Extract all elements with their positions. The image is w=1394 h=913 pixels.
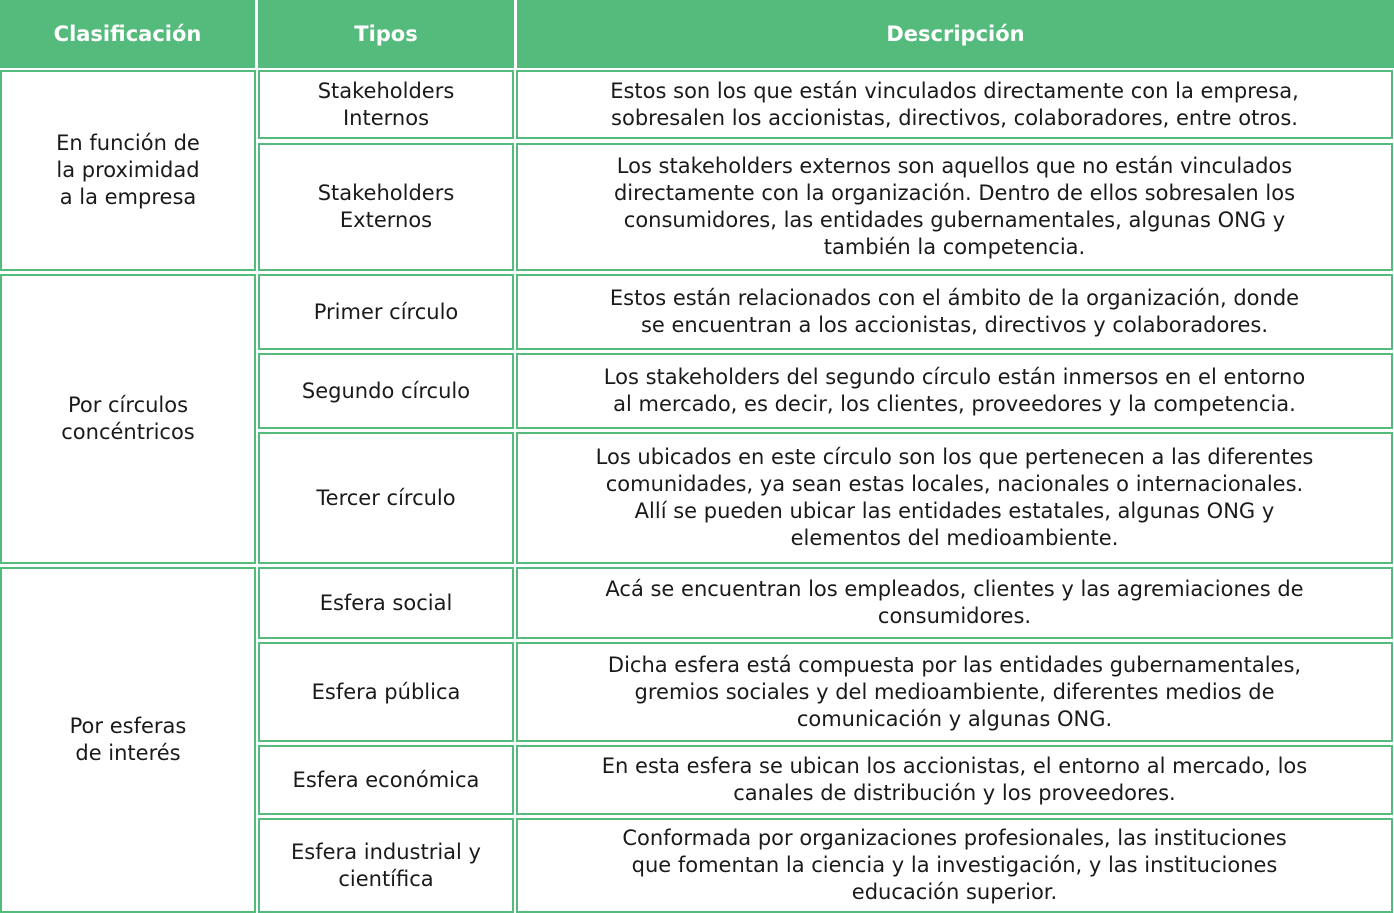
- group-label: Por esferas de interés: [69, 714, 187, 765]
- type-cell: [258, 745, 514, 815]
- description-cell: [516, 353, 1393, 429]
- type-cell: [258, 274, 514, 350]
- type-label: Stakeholders Internos: [317, 78, 455, 130]
- group-label-cell: [0, 567, 256, 913]
- type-cell: [258, 567, 514, 639]
- description-cell: [516, 274, 1393, 350]
- type-label: Segundo círculo: [301, 378, 471, 403]
- description-text: Los stakeholders del segundo círculo están inmersos en el entorno al mercado, es decir, los clientes, proveedores y la competencia.: [603, 365, 1306, 416]
- header-tipos: [258, 0, 514, 68]
- description-cell: [516, 432, 1393, 564]
- type-label: Tercer círculo: [316, 485, 456, 510]
- type-label: Primer círculo: [313, 299, 459, 324]
- description-cell: [516, 818, 1393, 913]
- description-cell: [516, 642, 1393, 742]
- header-tipos-label: Tipos: [354, 22, 418, 46]
- type-cell: [258, 642, 514, 742]
- type-label: Esfera industrial y científica: [291, 839, 481, 891]
- type-label: Esfera pública: [311, 679, 461, 704]
- type-cell: [258, 818, 514, 913]
- description-cell: [516, 745, 1393, 815]
- group-label: En función de la proximidad a la empresa: [56, 131, 200, 209]
- description-text: Conformada por organizaciones profesionales, las instituciones que fomentan la ciencia y la investigación, y las instituciones educación superior.: [622, 826, 1287, 904]
- group-label-cell: [0, 70, 256, 271]
- type-label: Stakeholders Externos: [317, 181, 455, 232]
- type-cell: [258, 70, 514, 139]
- description-text: Los ubicados en este círculo son los que pertenecen a las diferentes comunidades, ya sean estas locales, nacionales o internacionales. Allí se pueden ubicar las entidades estatales, algunas ONG y elementos del medioambiente.: [595, 445, 1314, 550]
- description-cell: [516, 143, 1393, 271]
- description-cell: [516, 567, 1393, 639]
- type-label: Esfera social: [319, 590, 453, 615]
- header-descripcion-label: Descripción: [886, 22, 1025, 46]
- description-text: Los stakeholders externos son aquellos que no están vinculados directamente con la organización. Dentro de ellos sobresalen los consumidores, las entidades gubernamentales, algunas ONG y también la competencia.: [613, 154, 1296, 259]
- type-cell: [258, 432, 514, 564]
- type-label: Esfera económica: [292, 767, 480, 792]
- header-clasificacion-label: Clasificación: [53, 22, 202, 46]
- description-cell: [516, 70, 1393, 139]
- description-text: Estos son los que están vinculados directamente con la empresa, sobresalen los accionistas, directivos, colaboradores, entre otros.: [610, 78, 1299, 130]
- type-cell: [258, 353, 514, 429]
- group-label-cell: [0, 274, 256, 564]
- group-label: Por círculos concéntricos: [61, 393, 195, 444]
- description-text: Dicha esfera está compuesta por las entidades gubernamentales, gremios sociales y del medioambiente, diferentes medios de comunicación y algunas ONG.: [607, 652, 1302, 731]
- header-descripcion: [517, 0, 1394, 68]
- header-clasificacion: [0, 0, 255, 68]
- type-cell: [258, 143, 514, 271]
- description-text: En esta esfera se ubican los accionistas, el entorno al mercado, los canales de distribución y los proveedores.: [601, 754, 1308, 805]
- description-text: Acá se encuentran los empleados, clientes y las agremiaciones de consumidores.: [605, 577, 1304, 628]
- description-text: Estos están relacionados con el ámbito de la organización, donde se encuentran a los accionistas, directivos y colaboradores.: [609, 286, 1300, 337]
